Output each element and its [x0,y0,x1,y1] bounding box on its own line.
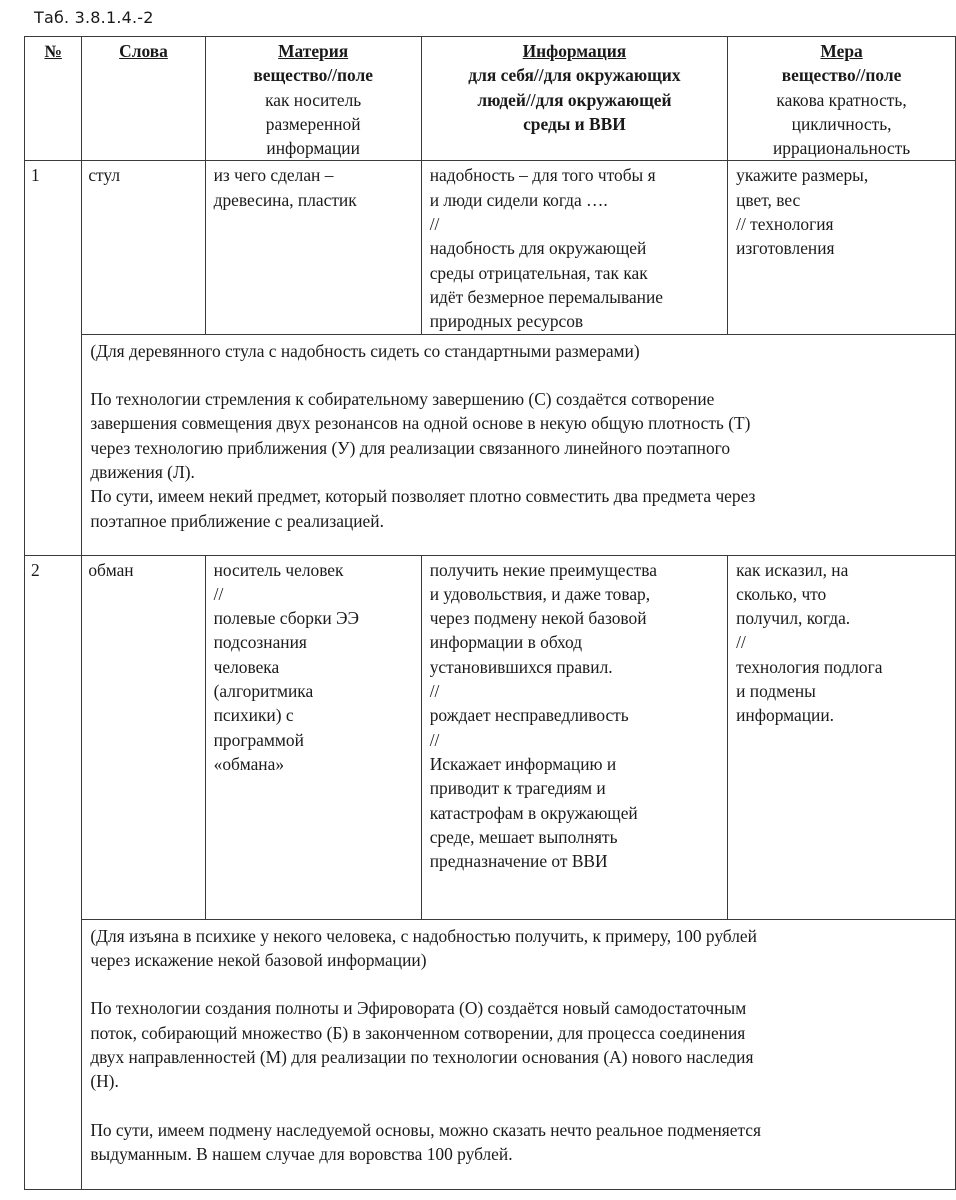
table-row [25,161,956,334]
table-caption: Таб. 3.8.1.4.-2 [34,8,154,27]
row-note: (Для изъяна в психике у некого человека, с надобностью получить, к примеру, 100 рублей через искажение некой базовой информации) По технологии создания полноты и Эфировората (О) создаётся новый самодостаточным поток, собирающий множество (Б) в законченном сотворении, для процесса соединения двух направленностей (М) для реализации по технологии основания (А) нового наследия (Н). По сути, имеем подмену наследуемой основы, можно сказать нечто реальное подменяется выдуманным. В нашем случае для воровства 100 рублей. [82,919,956,1189]
row-matter-cell: носитель человек // полевые сборки ЭЭ подсознания человека (алгоритмика психики) с программой «обмана» [205,555,421,919]
row-number: 1 [25,161,82,555]
table-note-row [25,334,956,555]
row-info-cell: получить некие преимущества и удовольствия, и даже товар, через подмену некой базовой информации в обход установившихся правил. // рождает несправедливость // Искажает информацию и приводит к трагедиям и катастрофам в окружающей среде, мешает выполнять предназначение от ВВИ [421,555,727,919]
header-measure: Мера вещество//поле какова кратность, цикличность, иррациональность [728,37,956,161]
header-info: Информация для себя//для окружающих людей//для окружающей среды и ВВИ [421,37,727,161]
header-words: Слова [82,37,205,161]
row-measure-cell: как исказил, на сколько, что получил, когда. // технология подлога и подмены информации. [728,555,956,919]
table-note-row [25,919,956,1189]
header-num: № [25,37,82,161]
table-row [25,555,956,919]
row-matter-cell: из чего сделан – древесина, пластик [205,161,421,334]
row-measure-cell: укажите размеры, цвет, вес // технология изготовления [728,161,956,334]
content-table [24,36,956,1190]
row-number: 2 [25,555,82,1189]
row-info-cell: надобность – для того чтобы я и люди сидели когда …. // надобность для окружающей среды отрицательная, так как идёт безмерное перемалывание природных ресурсов [421,161,727,334]
header-matter: Материя вещество//поле как носитель размеренной информации [205,37,421,161]
row-word: обман [82,555,205,919]
row-word: стул [82,161,205,334]
header-row [25,37,956,161]
row-note: (Для деревянного стула с надобность сидеть со стандартными размерами) По технологии стремления к собирательному завершению (С) создаётся сотворение завершения совмещения двух резонансов на одной основе в некую общую плотность (Т) через технологию приближения (У) для реализации связанного линейного поэтапного движения (Л). По сути, имеем некий предмет, который позволяет плотно совместить два предмета через поэтапное приближение с реализацией. [82,334,956,555]
